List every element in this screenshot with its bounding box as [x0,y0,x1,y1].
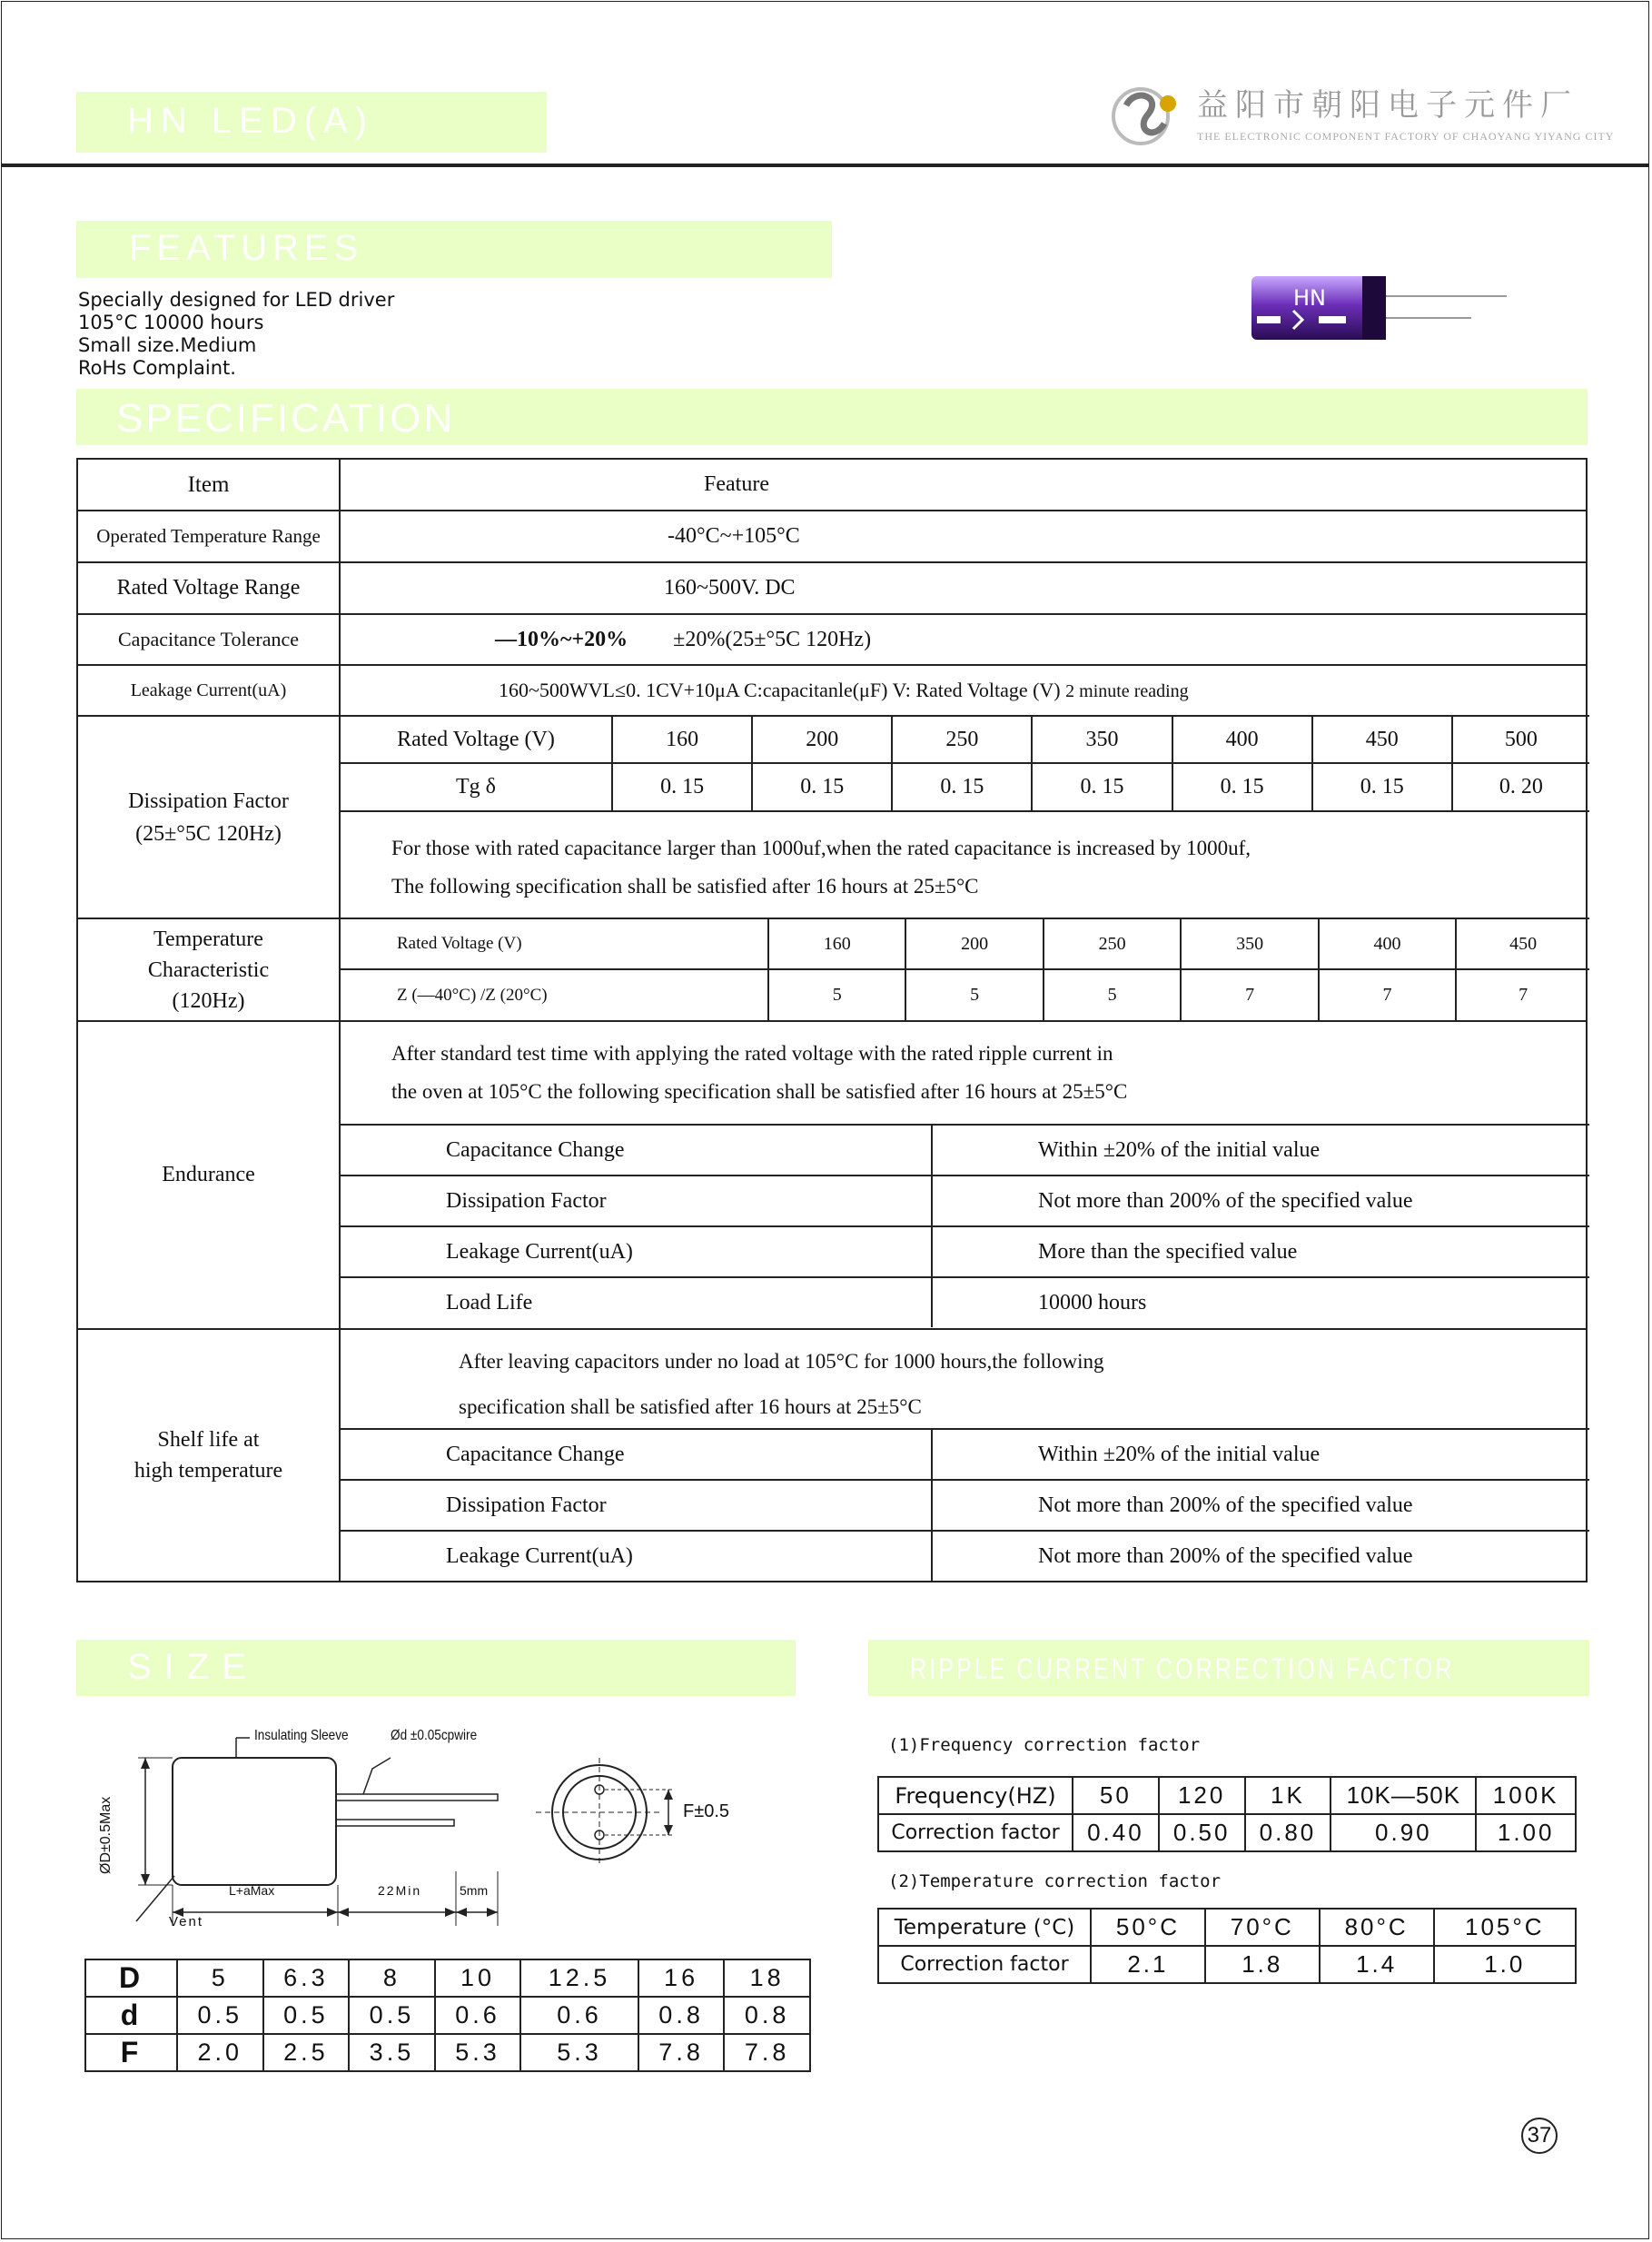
features-band [76,221,832,278]
specification-table [76,458,1588,1582]
size-cell: 2.0 [177,2034,263,2071]
freq-value: 10K—50K [1331,1777,1476,1814]
df-cell [340,716,1587,918]
temp-factor: 2.1 [1091,1946,1205,1983]
tc-label-line3: (120Hz) [172,988,245,1013]
size-cell: 7.8 [638,2034,725,2071]
tc-rv-header [340,918,768,969]
size-cell: 0.6 [520,1997,638,2034]
freq-title: (1)Frequency correction factor [888,1735,1201,1755]
tc-voltage: 350 [1181,918,1318,969]
freq-factor: 0.90 [1331,1814,1476,1851]
feature-line: RoHs Complaint. [78,357,236,379]
df-voltage: 500 [1452,716,1589,763]
size-cell: 16 [638,1959,725,1997]
freq-factor: 1.00 [1476,1814,1576,1851]
temp-factor: 1.8 [1205,1946,1320,1983]
rated-voltage-label: Rated Voltage Range [77,562,340,614]
tc-label [77,918,340,1021]
op-temp-label: Operated Temperature Range [77,511,340,562]
df-note-line1: For those with rated capacitance larger than 1000uf,when the rated capacitance is increased by 1000uf, [391,837,1251,859]
df-voltage: 200 [752,716,892,763]
shelf-note [459,1339,1104,1430]
company-logo [1108,78,1181,151]
rated-voltage-value [340,562,1587,614]
label-diameter: ØD±0.5Max [98,1796,114,1874]
size-cell: 12.5 [520,1959,638,1997]
df-tg-value: 0. 15 [1312,763,1452,811]
rated-voltage-text: 160~500V. DC [664,576,796,600]
feature-line: Small size.Medium [78,334,257,356]
shelf-key: Dissipation Factor [340,1480,932,1531]
cap-tol-label: Capacitance Tolerance [77,614,340,665]
endurance-value: Not more than 200% of the specified value [932,1176,1589,1226]
df-note [391,829,1251,906]
tc-z-value: 5 [905,969,1043,1020]
tc-z-value: 7 [1181,969,1318,1020]
size-cell: 3.5 [349,2034,435,2071]
op-temp-text: -40°C~+105°C [668,524,800,548]
df-tg-value: 0. 15 [752,763,892,811]
temp-value: 50°C [1091,1909,1205,1946]
size-cell: 0.6 [435,1997,521,2034]
page-number: 37 [1521,2118,1558,2154]
df-label-line1: Dissipation Factor [128,789,289,813]
size-cell: 0.8 [724,1997,810,2034]
size-cell: 10 [435,1959,521,1997]
endurance-key: Capacitance Change [340,1125,932,1176]
tc-z-header [340,969,768,1020]
size-cell: 5 [177,1959,263,1997]
tc-z-value: 5 [768,969,905,1020]
specification-band [76,389,1588,445]
freq-factor: 0.40 [1073,1814,1159,1851]
cap-tol-cond: ±20%(25±°5C 120Hz) [673,627,872,651]
tc-z-text: Z (—40°C) /Z (20°C) [397,985,548,1005]
size-cell: 5.3 [435,2034,521,2071]
endurance-label: Endurance [77,1021,340,1329]
temp-table [877,1908,1577,1984]
cap-tol-value [340,614,1587,665]
size-cell: 8 [349,1959,435,1997]
df-label-line2: (25±°5C 120Hz) [135,821,282,846]
label-f: F±0.5 [683,1801,729,1821]
shelf-cell [340,1329,1587,1582]
features-heading: FEATURES [129,228,364,268]
size-cell: 0.5 [349,1997,435,2034]
temp-factor-label: Correction factor [878,1946,1091,1983]
df-tg-value: 0. 15 [1032,763,1172,811]
shelf-note-line1: After leaving capacitors under no load at 105°C for 1000 hours,the following [459,1350,1104,1373]
shelf-key: Capacitance Change [340,1429,932,1480]
endurance-value: Within ±20% of the initial value [932,1125,1589,1176]
series-title: HN LED(A) [127,101,375,141]
freq-value: 120 [1159,1777,1245,1814]
shelf-table [339,1428,1589,1582]
label-vent: Vent [169,1914,204,1930]
header-rule [1,164,1649,167]
shelf-key: Leakage Current(uA) [340,1531,932,1582]
capacitor-image [1248,271,1511,343]
df-voltage: 350 [1032,716,1172,763]
freq-value: 100K [1476,1777,1576,1814]
tc-voltage: 200 [905,918,1043,969]
cap-tol-range: —10%~+20% [495,627,628,651]
tc-voltage: 250 [1044,918,1181,969]
freq-factor-label: Correction factor [878,1814,1073,1851]
label-insulating-sleeve: Insulating Sleeve [254,1728,349,1743]
tc-cell [340,918,1587,1021]
df-voltage: 160 [612,716,752,763]
df-table [339,715,1589,812]
freq-value: 1K [1245,1777,1331,1814]
tc-label-line2: Characteristic [147,957,270,982]
size-table [84,1959,811,2072]
tc-rv-text: Rated Voltage (V) [397,934,522,953]
leakage-formula: 160~500WVL≤0. 1CV+10μA C:capacitanle(μF) V: Rated Voltage (V) [499,679,1061,701]
size-cell: 0.5 [177,1997,263,2034]
endurance-key: Leakage Current(uA) [340,1226,932,1277]
shelf-label [77,1329,340,1582]
size-cell: 6.3 [263,1959,350,1997]
df-note-line2: The following specification shall be satisfied after 16 hours at 25±5°C [391,875,979,898]
df-voltage: 250 [892,716,1032,763]
temp-title: (2)Temperature correction factor [888,1871,1222,1891]
df-tg-value: 0. 15 [1172,763,1312,811]
endurance-table [339,1124,1589,1327]
size-cell: 0.8 [638,1997,725,2034]
temp-value: 80°C [1320,1909,1434,1946]
endurance-value: 10000 hours [932,1277,1589,1327]
size-cell: 0.5 [263,1997,350,2034]
df-voltage: 450 [1312,716,1452,763]
size-row-header: F [85,2034,177,2071]
features-list [78,289,394,380]
col-feature-text: Feature [704,472,769,496]
tc-voltage: 450 [1456,918,1589,969]
col-item-header: Item [77,459,340,511]
freq-value: 50 [1073,1777,1159,1814]
temp-value: 70°C [1205,1909,1320,1946]
endurance-value: More than the specified value [932,1226,1589,1277]
tc-z-value: 7 [1319,969,1456,1020]
freq-factor: 0.80 [1245,1814,1331,1851]
size-cell: 5.3 [520,2034,638,2071]
company-name-en: THE ELECTRONIC COMPONENT FACTORY OF CHAOYANG YIYANG CITY [1197,130,1615,143]
shelf-label-line2: high temperature [134,1459,283,1483]
shelf-label-line1: Shelf life at [157,1428,260,1452]
df-tg-header: Tg δ [340,763,612,811]
op-temp-value [340,511,1587,562]
tc-label-line1: Temperature [153,927,263,951]
df-tg-value: 0. 15 [892,763,1032,811]
tc-voltage: 160 [768,918,905,969]
capacitor-label: HN [1293,285,1326,311]
leakage-value [340,665,1587,716]
series-title-band [76,92,547,153]
size-cell: 2.5 [263,2034,350,2071]
ripple-band [868,1640,1589,1696]
shelf-value: Not more than 200% of the specified value [932,1531,1589,1582]
df-tg-value: 0. 20 [1452,763,1589,811]
endurance-note-line2: the oven at 105°C the following specification shall be satisfied after 16 hours at 25±5°C [391,1080,1128,1103]
size-cell: 7.8 [724,2034,810,2071]
tc-z-value: 7 [1456,969,1589,1020]
endurance-note [391,1035,1127,1111]
shelf-note-line2: specification shall be satisfied after 16 hours at 25±5°C [459,1395,922,1418]
tc-z-value: 5 [1044,969,1181,1020]
temp-factor: 1.0 [1434,1946,1576,1983]
endurance-key: Dissipation Factor [340,1176,932,1226]
leakage-reading: 2 minute reading [1065,681,1189,701]
df-tg-value: 0. 15 [612,763,752,811]
label-lead-length: 22Min [378,1883,422,1898]
label-wire: Ød ±0.05cpwire [391,1728,478,1743]
size-band [76,1640,796,1696]
specification-heading: SPECIFICATION [116,396,456,441]
temp-factor: 1.4 [1320,1946,1434,1983]
temp-header: Temperature (°C) [878,1909,1091,1946]
freq-header: Frequency(HZ) [878,1777,1073,1814]
label-length: L+aMax [229,1883,275,1898]
feature-line: 105°C 10000 hours [78,312,264,333]
tc-table [339,918,1589,1020]
temp-value: 105°C [1434,1909,1576,1946]
dimension-drawing [91,1728,745,1935]
endurance-key: Load Life [340,1277,932,1327]
size-row-header: d [85,1997,177,2034]
label-five-mm: 5mm [460,1883,489,1898]
endurance-note-line1: After standard test time with applying the rated voltage with the rated ripple current in [391,1042,1113,1065]
df-voltage: 400 [1172,716,1312,763]
df-label [77,716,340,918]
leakage-label: Leakage Current(uA) [77,665,340,716]
shelf-value: Not more than 200% of the specified value [932,1480,1589,1531]
freq-table [877,1776,1577,1852]
company-name-cn: 益阳市朝阳电子元件厂 [1197,87,1578,124]
size-heading: SIZE [127,1647,259,1687]
ripple-heading: RIPPLE CURRENT CORRECTION FACTOR [910,1652,1455,1685]
df-rv-header: Rated Voltage (V) [340,716,612,763]
shelf-value: Within ±20% of the initial value [932,1429,1589,1480]
tc-voltage: 400 [1319,918,1456,969]
feature-line: Specially designed for LED driver [78,289,395,311]
size-row-header: D [85,1959,177,1997]
freq-factor: 0.50 [1159,1814,1245,1851]
col-feature-header [340,459,1587,511]
endurance-cell [340,1021,1587,1329]
size-cell: 18 [724,1959,810,1997]
